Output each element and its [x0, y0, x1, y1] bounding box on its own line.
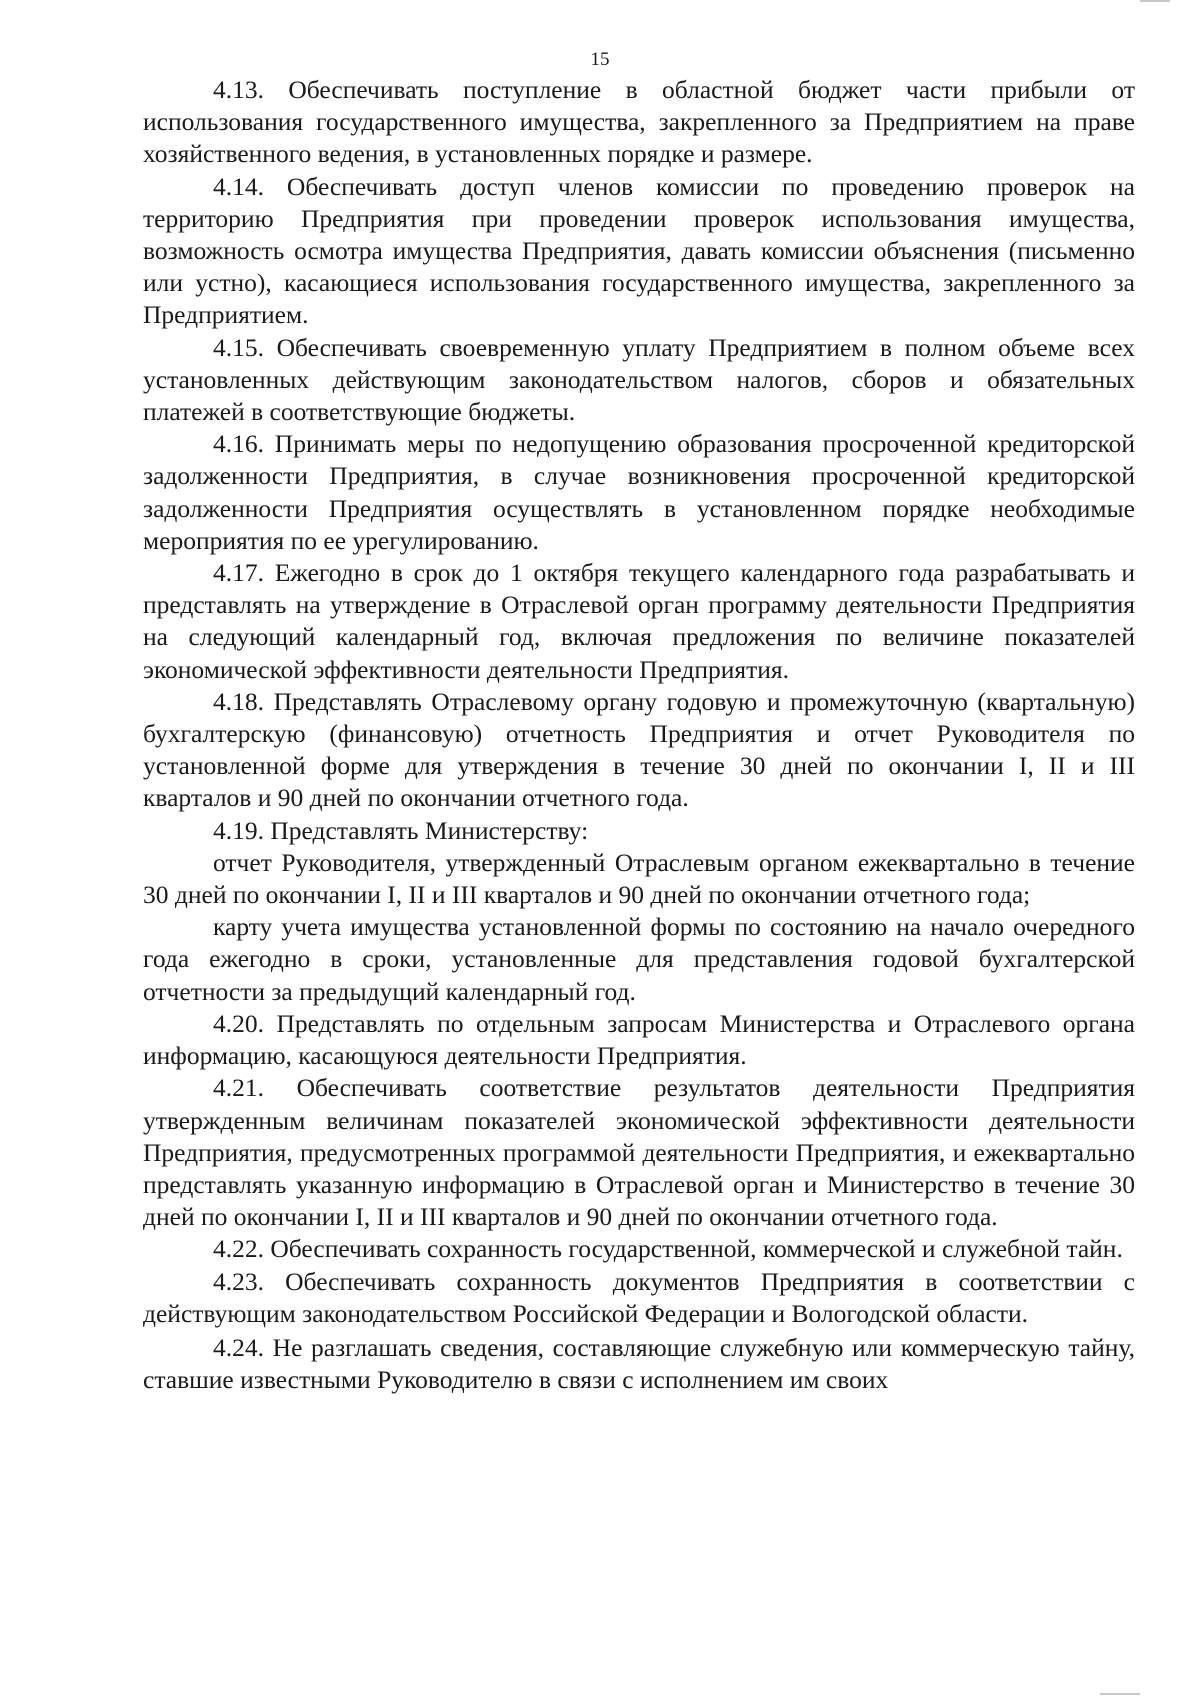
paragraph-4-19: 4.19. Представлять Министерству: — [213, 815, 589, 845]
scan-artifact-bottom-right — [1100, 1693, 1140, 1695]
scan-artifact-top-right — [1140, 0, 1170, 2]
paragraph-4-24: 4.24. Не разглашать сведения, составляющие служебную или коммерческую тайну, ставшие известными Руководителю в связи с исполнением им своих — [143, 1332, 1135, 1395]
paragraph-4-19-report: отчет Руководителя, утвержденный Отраслевым органом ежеквартально в течение 30 дней по окончании I, II и III кварталов и 90 дней по окончании отчетного года; — [143, 847, 1135, 910]
paragraph-4-16: 4.16. Принимать меры по недопущению образования просроченной кредиторской задолженности Предприятия, в случае возникновения просроченной кредиторской задолженности Предприятия осуществлять в установленном порядке необходимые мероприятия по ее урегулированию. — [143, 429, 1135, 555]
paragraph-4-20: 4.20. Представлять по отдельным запросам Министерства и Отраслевого органа информацию, касающуюся деятельности Предприятия. — [143, 1008, 1135, 1071]
paragraph-4-17: 4.17. Ежегодно в срок до 1 октября текущего календарного года разрабатывать и представлять на утверждение в Отраслевой орган программу деятельности Предприятия на следующий календарный год, включая предложения по величине показателей экономической эффективности деятельности Предприятия. — [143, 558, 1135, 684]
paragraph-4-19-property-card: карту учета имущества установленной формы по состоянию на начало очередного года ежегодно в сроки, установленные для представления годовой бухгалтерской отчетности за предыдущий календарный год. — [143, 912, 1135, 1006]
paragraph-4-14: 4.14. Обеспечивать доступ членов комиссии по проведению проверок на территорию Предприятия при проведении проверок использования имущества, возможность осмотра имущества Предприятия, давать комиссии объяснения (письменно или устно), касающиеся использования государственного имущества, закрепленного за Предприятием. — [143, 171, 1135, 330]
paragraph-4-18: 4.18. Представлять Отраслевому органу годовую и промежуточную (квартальную) бухгалтерскую (финансовую) отчетность Предприятия и отчет Руководителя по установленной форме для утверждения в течение 30 дней по окончании I, II и III кварталов и 90 дней по окончании отчетного года. — [143, 686, 1135, 813]
page-number: 15 — [590, 49, 610, 70]
document-body — [143, 74, 1135, 1396]
paragraph-4-22: 4.22. Обеспечивать сохранность государственной, коммерческой и служебной тайн. — [213, 1234, 1123, 1264]
paragraph-4-15: 4.15. Обеспечивать своевременную уплату Предприятием в полном объеме всех установленных действующим законодательством налогов, сборов и обязательных платежей в соответствующие бюджеты. — [143, 332, 1135, 427]
paragraph-4-21: 4.21. Обеспечивать соответствие результатов деятельности Предприятия утвержденным величинам показателей экономической эффективности деятельности Предприятия, предусмотренных программой деятельности Предприятия, и ежеквартально представлять указанную информацию в Отраслевой орган и Министерство в течение 30 дней по окончании I, II и III кварталов и 90 дней по окончании отчетного года. — [143, 1073, 1135, 1232]
paragraph-4-13: 4.13. Обеспечивать поступление в областной бюджет части прибыли от использования государственного имущества, закрепленного за Предприятием на праве хозяйственного ведения, в установленных порядке и размере. — [143, 75, 1135, 169]
paragraph-4-23: 4.23. Обеспечивать сохранность документов Предприятия в соответствии с действующим законодательством Российской Федерации и Вологодской области. — [143, 1266, 1135, 1328]
